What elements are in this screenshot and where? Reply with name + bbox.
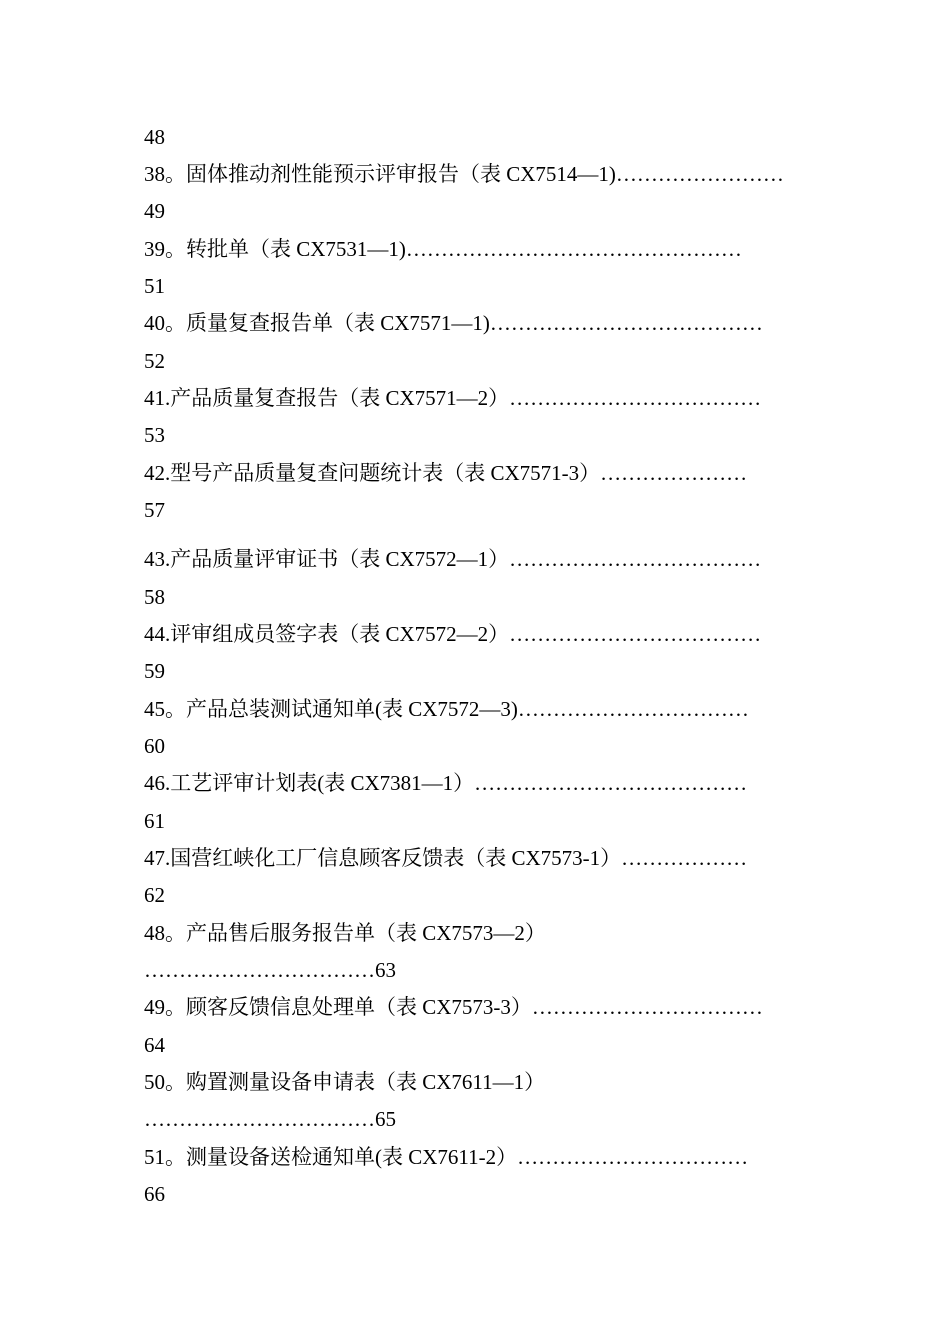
toc-page-number: 60 <box>144 734 165 758</box>
toc-page-number: 49 <box>144 199 165 223</box>
toc-page-number: 59 <box>144 659 165 683</box>
toc-entry: 44.评审组成员签字表（表 CX7572—2）……………………………… <box>144 622 762 646</box>
toc-entry: 42.型号产品质量复查问题统计表（表 CX7571-3）………………… <box>144 461 748 485</box>
toc-entry: 47.国营红峡化工厂信息顾客反馈表（表 CX7573-1）……………… <box>144 846 748 870</box>
toc-page-number: 48 <box>144 125 165 149</box>
toc-page-number: 57 <box>144 498 165 522</box>
toc-entry: 45。产品总装测试通知单(表 CX7572—3)…………………………… <box>144 697 749 721</box>
toc-page-number: 51 <box>144 274 165 298</box>
toc-entry: 48。产品售后服务报告单（表 CX7573—2） <box>144 921 546 945</box>
toc-entry: 46.工艺评审计划表(表 CX7381—1）………………………………… <box>144 771 748 795</box>
toc-entry: 39。转批单（表 CX7531—1)………………………………………… <box>144 237 742 261</box>
toc-page-number: 66 <box>144 1182 165 1206</box>
toc-entry: 43.产品质量评审证书（表 CX7572—1）……………………………… <box>144 547 762 571</box>
toc-entry-leader: ……………………………63 <box>144 958 396 982</box>
toc-entry: 41.产品质量复查报告（表 CX7571—2）……………………………… <box>144 386 762 410</box>
toc-entry: 40。质量复查报告单（表 CX7571—1)………………………………… <box>144 311 763 335</box>
toc-page-number: 53 <box>144 423 165 447</box>
toc-page-number: 61 <box>144 809 165 833</box>
toc-page-number: 62 <box>144 883 165 907</box>
toc-page-number: 64 <box>144 1033 165 1057</box>
toc-entry: 50。购置测量设备申请表（表 CX7611—1） <box>144 1070 546 1094</box>
toc-entry: 49。顾客反馈信息处理单（表 CX7573-3）…………………………… <box>144 995 763 1019</box>
toc-entry: 38。固体推动剂性能预示评审报告（表 CX7514—1)…………………… <box>144 162 784 186</box>
toc-entry: 51。测量设备送检通知单(表 CX7611-2）…………………………… <box>144 1145 749 1169</box>
toc-page-number: 58 <box>144 585 165 609</box>
toc-page-number: 52 <box>144 349 165 373</box>
toc-entry-leader: ……………………………65 <box>144 1107 396 1131</box>
